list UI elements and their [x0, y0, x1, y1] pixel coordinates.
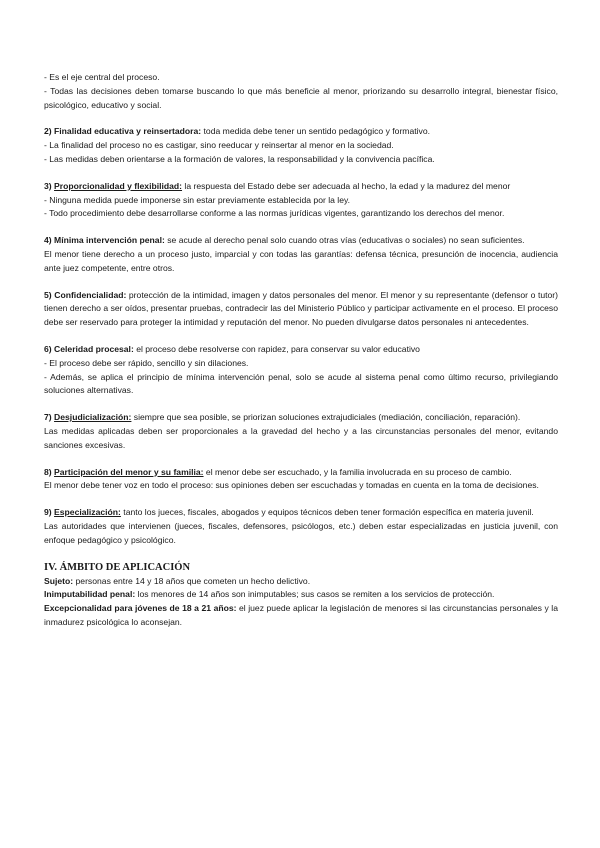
principle-lead: [44, 180, 558, 194]
principle-number: 5): [44, 289, 52, 300]
principle-intro: toda medida debe tener un sentido pedagógico y formativo.: [201, 126, 430, 137]
principle-lead: [44, 234, 558, 248]
principle-4: [44, 234, 558, 275]
principle-8: [44, 466, 558, 494]
principle-title: Finalidad educativa y reinsertadora:: [54, 126, 202, 137]
principle-number: 8): [44, 466, 52, 477]
principle-number: 2): [44, 126, 52, 137]
scope-text: el juez puede aplicar la legislación de menores si las circunstancias personales y la inmadurez psicológica lo aconsejan.: [44, 603, 558, 627]
scope-text: personas entre 14 y 18 años que cometen un hecho delictivo.: [73, 575, 311, 586]
section-heading: IV. ÁMBITO DE APLICACIÓN: [44, 561, 191, 573]
principle-intro: se acude al derecho penal solo cuando otras vías (educativas o sociales) no sean suficientes.: [164, 235, 525, 246]
text-line: - Además, se aplica el principio de mínima intervención penal, solo se acude al sistema penal como último recurso, privilegiando soluciones alternativas.: [44, 371, 558, 396]
principle-6: [44, 343, 558, 398]
document-page: [44, 71, 558, 630]
principle-lead: [44, 289, 558, 330]
principle-intro: protección de la intimidad, imagen y datos personales del menor. El menor y su representante (defensor o tutor) tienen derecho a ser oídos, presentar pruebas, contradecir las del Ministerio Público y participar activamente en el proceso. El proceso debe ser reservado para proteger la intimidad y reputación del menor. No pueden divulgarse datos personales ni antecedentes.: [44, 289, 558, 328]
principle-number: 6): [44, 343, 52, 354]
scope-label: Inimputabilidad penal:: [44, 589, 136, 600]
principle-intro: siempre que sea posible, se priorizan soluciones extrajudiciales (mediación, conciliación, reparación).: [131, 412, 521, 423]
principle-2: [44, 125, 558, 166]
principle-title: Especialización:: [54, 507, 121, 518]
text-line: El menor debe tener voz en todo el proceso: sus opiniones deben ser escuchadas y tomadas en cuenta en la toma de decisiones.: [44, 480, 539, 491]
scope-item: [44, 575, 558, 589]
principle-title: Proporcionalidad y flexibilidad:: [54, 180, 183, 191]
principle-title: Participación del menor y su familia:: [54, 466, 204, 477]
scope-item: [44, 602, 558, 630]
principle-3: [44, 180, 558, 221]
section-scope: [44, 561, 558, 630]
principle-number: 4): [44, 235, 52, 246]
principle-intro: tanto los jueces, fiscales, abogados y equipos técnicos deben tener formación específica en materia juvenil.: [120, 507, 534, 518]
principle-title: Mínima intervención penal:: [54, 235, 165, 246]
text-line: Las medidas aplicadas deben ser proporcionales a la gravedad del hecho y a las circunstancias personales del menor, evitando sanciones excesivas.: [44, 425, 558, 450]
principle-lead: [44, 125, 558, 139]
principle-title: Desjudicialización:: [54, 412, 132, 423]
text-line: - El proceso debe ser rápido, sencillo y sin dilaciones.: [44, 357, 249, 368]
principle-lead: [44, 506, 558, 520]
text-line: - Ninguna medida puede imponerse sin estar previamente establecida por la ley.: [44, 194, 351, 205]
principle-lead: [44, 466, 558, 480]
text-line: Las autoridades que intervienen (jueces, fiscales, defensores, psicólogos, etc.) deben estar especializadas en justicia juvenil, con enfoque pedagógico y psicológico.: [44, 520, 558, 545]
principle-title: Confidencialidad:: [54, 289, 127, 300]
scope-label: Sujeto:: [44, 575, 74, 586]
text-line: - Todas las decisiones deben tomarse buscando lo que más beneficie al menor, priorizando su desarrollo integral, bienestar físico, psicológico, educativo y social.: [44, 85, 558, 110]
text-line: - Es el eje central del proceso.: [44, 72, 160, 82]
principle-number: 3): [44, 180, 52, 191]
principle-intro: el menor debe ser escuchado, y la familia involucrada en su proceso de cambio.: [203, 466, 512, 477]
scope-text: los menores de 14 años son inimputables; sus casos se remiten a los servicios de protección.: [135, 589, 495, 600]
text-line: El menor tiene derecho a un proceso justo, imparcial y con todas las garantías: defensa técnica, presunción de inocencia, audiencia ante juez competente, entre otros.: [44, 248, 558, 273]
principle-9: [44, 506, 558, 547]
principle-number: 9): [44, 507, 52, 518]
text-line: - La finalidad del proceso no es castigar, sino reeducar y reinsertar al menor en la sociedad.: [44, 140, 394, 151]
principle-title: Celeridad procesal:: [54, 343, 134, 354]
principle-intro: el proceso debe resolverse con rapidez, para conservar su valor educativo: [133, 343, 420, 354]
scope-label: Excepcionalidad para jóvenes de 18 a 21 años:: [44, 603, 237, 614]
principle-lead: [44, 343, 558, 357]
text-line: - Las medidas deben orientarse a la formación de valores, la responsabilidad y la convivencia pacífica.: [44, 153, 435, 164]
principle-7: [44, 411, 558, 452]
principle-number: 7): [44, 412, 52, 423]
scope-item: [44, 588, 558, 602]
principle-intro: la respuesta del Estado debe ser adecuada al hecho, la edad y la madurez del menor: [182, 180, 511, 191]
principle-lead: [44, 411, 558, 425]
principle-1-continuation: [44, 71, 558, 112]
principle-5: [44, 289, 558, 330]
text-line: - Todo procedimiento debe desarrollarse conforme a las normas jurídicas vigentes, garantizando los derechos del menor.: [44, 208, 505, 219]
